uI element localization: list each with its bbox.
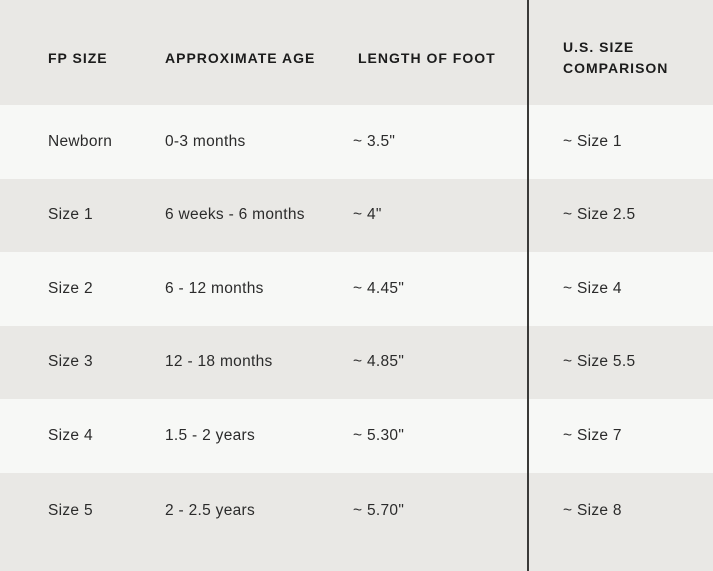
table-row bbox=[0, 473, 713, 571]
foot-length-value: ~ 5.30" bbox=[353, 426, 405, 444]
foot-length-value: ~ 4.85" bbox=[353, 353, 405, 371]
approximate-age-value: 0-3 months bbox=[165, 132, 246, 150]
foot-length-value: ~ 3.5" bbox=[353, 132, 396, 150]
table-row bbox=[0, 105, 713, 179]
table-header-row bbox=[0, 0, 713, 105]
foot-length-value: ~ 4.45" bbox=[353, 279, 405, 297]
approximate-age-value: 6 - 12 months bbox=[165, 279, 264, 297]
fp-size-value: Size 3 bbox=[48, 353, 93, 371]
foot-length-value: ~ 5.70" bbox=[353, 501, 405, 519]
column-header-length-of-foot: LENGTH OF FOOT bbox=[358, 49, 496, 66]
column-header-us-size-comparison: U.S. SIZE COMPARISON bbox=[563, 39, 669, 76]
table-row bbox=[0, 179, 713, 253]
table-row bbox=[0, 252, 713, 326]
us-size-value: ~ Size 5.5 bbox=[563, 353, 636, 371]
approximate-age-value: 6 weeks - 6 months bbox=[165, 206, 305, 224]
approximate-age-value: 12 - 18 months bbox=[165, 353, 273, 371]
foot-length-value: ~ 4" bbox=[353, 206, 382, 224]
column-header-approximate-age: APPROXIMATE AGE bbox=[165, 49, 316, 66]
fp-size-value: Size 2 bbox=[48, 279, 93, 297]
table-row bbox=[0, 399, 713, 473]
fp-size-value: Newborn bbox=[48, 132, 113, 150]
us-size-value: ~ Size 2.5 bbox=[563, 206, 636, 224]
us-size-value: ~ Size 4 bbox=[563, 279, 622, 297]
approximate-age-value: 1.5 - 2 years bbox=[165, 426, 256, 444]
us-size-value: ~ Size 7 bbox=[563, 426, 622, 444]
fp-size-value: Size 1 bbox=[48, 206, 93, 224]
approximate-age-value: 2 - 2.5 years bbox=[165, 501, 256, 519]
table-row bbox=[0, 326, 713, 400]
us-size-value: ~ Size 1 bbox=[563, 132, 622, 150]
us-size-value: ~ Size 8 bbox=[563, 501, 622, 519]
column-header-fp-size: FP SIZE bbox=[48, 49, 108, 66]
fp-size-value: Size 4 bbox=[48, 426, 93, 444]
column-divider-line bbox=[527, 0, 529, 571]
fp-size-value: Size 5 bbox=[48, 501, 93, 519]
